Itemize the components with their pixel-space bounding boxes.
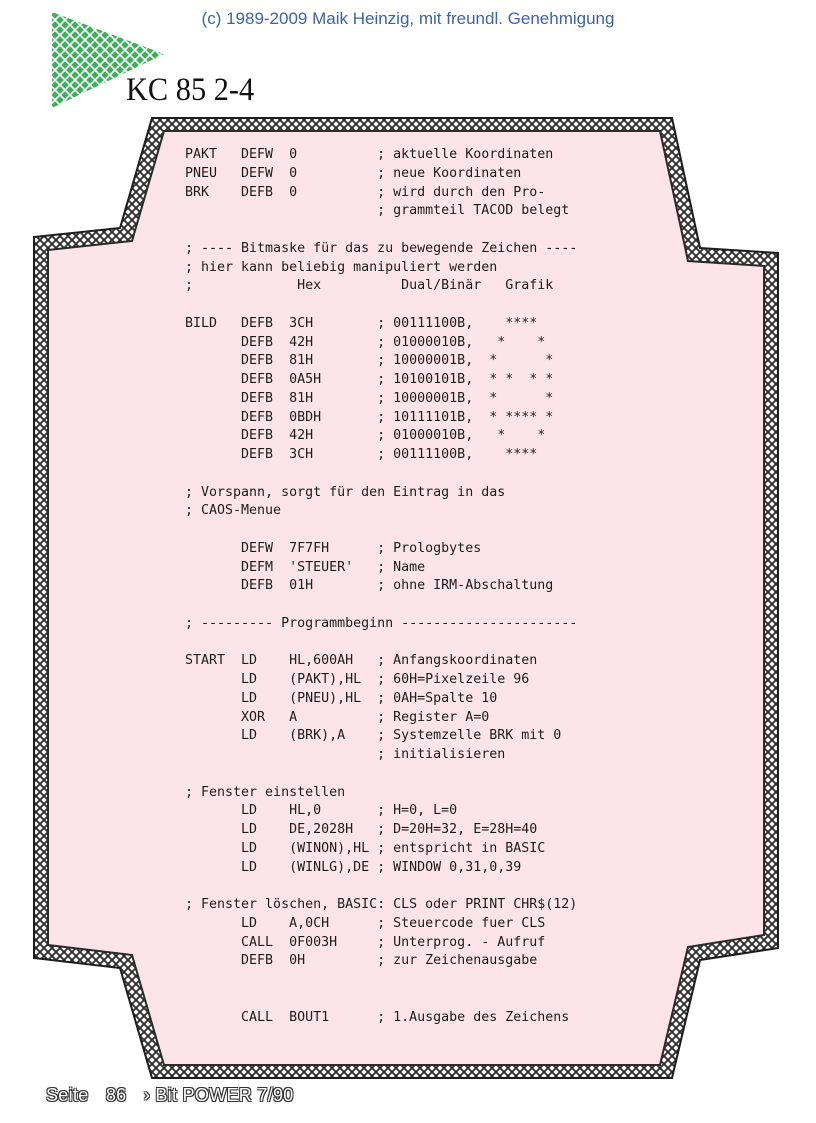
- code-line: [185, 877, 665, 896]
- code-line: PNEU DEFW 0 ; neue Koordinaten: [185, 165, 522, 181]
- code-line: DEFM 'STEUER' ; Name: [185, 559, 426, 575]
- code-line: DEFB 0H ; zur Zeichenausgabe: [185, 953, 538, 969]
- code-line: BILD DEFB 3CH ; 00111100B, ****: [185, 315, 538, 331]
- code-line: XOR A ; Register A=0: [185, 709, 490, 725]
- code-line: LD (WINON),HL ; entspricht in BASIC: [185, 840, 546, 856]
- footer-label: Seite: [46, 1085, 89, 1105]
- footer-source: › Bit POWER 7/90: [143, 1085, 294, 1105]
- code-line: [185, 765, 665, 784]
- code-line: [185, 990, 665, 1009]
- code-line: ; hier kann beliebig manipuliert werden: [185, 259, 498, 275]
- code-line: [185, 221, 665, 240]
- code-line: DEFB 3CH ; 00111100B, ****: [185, 447, 538, 462]
- page-number: 86: [105, 1085, 127, 1105]
- code-line: DEFB 81H ; 10000001B, * *: [185, 353, 554, 369]
- code-line: [185, 465, 665, 484]
- code-line: LD A,0CH ; Steuercode fuer CLS: [185, 915, 546, 931]
- code-line: START LD HL,600AH ; Anfangskoordinaten: [185, 653, 538, 669]
- copyright-notice: (c) 1989-2009 Maik Heinzig, mit freundl. Genehmigung: [201, 9, 615, 28]
- code-line: LD (PNEU),HL ; 0AH=Spalte 10: [185, 690, 498, 706]
- code-line: PAKT DEFW 0 ; aktuelle Koordinaten: [185, 147, 554, 162]
- code-line: DEFB 42H ; 01000010B, * *: [185, 428, 546, 444]
- code-line: ; --------- Programmbeginn ----------------------: [185, 615, 578, 631]
- code-line: ; Hex Dual/Binär Grafik: [185, 278, 554, 294]
- page-title: KC 85 2-4: [126, 72, 255, 108]
- code-line: DEFB 0BDH ; 10111101B, * **** *: [185, 409, 554, 425]
- code-line: ; Fenster einstellen: [185, 784, 346, 800]
- code-line: DEFB 42H ; 01000010B, * *: [185, 334, 546, 350]
- page-footer: [46, 1085, 306, 1106]
- code-line: ; initialisieren: [185, 747, 506, 762]
- code-line: BRK DEFB 0 ; wird durch den Pro-: [185, 184, 546, 200]
- code-line: DEFB 81H ; 10000001B, * *: [185, 390, 554, 406]
- code-line: ; ---- Bitmaske für das zu bewegende Zeichen ----: [185, 240, 578, 256]
- code-line: LD (PAKT),HL ; 60H=Pixelzeile 96: [185, 672, 530, 687]
- code-line: ; grammteil TACOD belegt: [185, 203, 570, 219]
- code-line: CALL BOUT1 ; 1.Ausgabe des Zeichens: [185, 1009, 570, 1025]
- code-line: CALL 0F003H ; Unterprog. - Aufruf: [185, 934, 546, 950]
- code-line: [185, 971, 665, 990]
- code-line: LD (WINLG),DE ; WINDOW 0,31,0,39: [185, 859, 522, 875]
- code-line: DEFB 01H ; ohne IRM-Abschaltung: [185, 578, 554, 594]
- code-line: ; Vorspann, sorgt für den Eintrag in das: [185, 484, 506, 500]
- code-line: [185, 634, 665, 653]
- code-line: [185, 596, 665, 615]
- code-line: [185, 521, 665, 540]
- code-line: ; Fenster löschen, BASIC: CLS oder PRINT CHR$(12): [185, 897, 578, 912]
- code-line: DEFB 0A5H ; 10100101B, * * * *: [185, 372, 554, 387]
- code-line: LD DE,2028H ; D=20H=32, E=28H=40: [185, 822, 538, 837]
- code-line: LD (BRK),A ; Systemzelle BRK mit 0: [185, 728, 562, 744]
- code-listing: [185, 146, 665, 1027]
- code-line: LD HL,0 ; H=0, L=0: [185, 803, 458, 819]
- code-line: DEFW 7F7FH ; Prologbytes: [185, 540, 482, 556]
- code-line: [185, 296, 665, 315]
- code-line: ; CAOS-Menue: [185, 503, 282, 519]
